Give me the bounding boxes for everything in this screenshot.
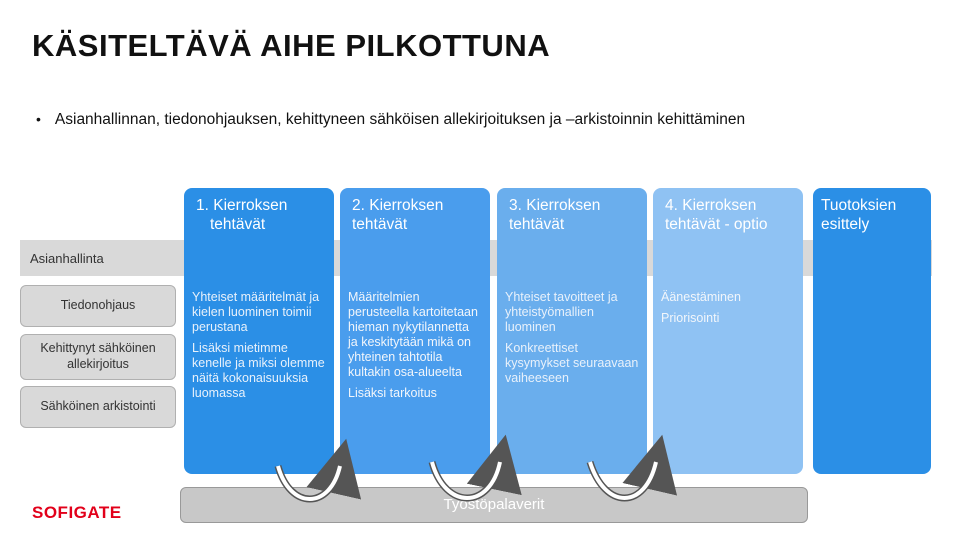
column-3-text-1: Yhteiset tavoitteet ja yhteistyömallien luominen [505, 290, 618, 334]
column-header-1-line2: tehtävät [210, 216, 266, 234]
column-3-text-2: Konkreettiset kysymykset seuraavaan vaiheeseen [505, 341, 639, 385]
workshop-label: Työstöpalaverit [443, 496, 545, 513]
column-header-3: 3. Kierroksen tehtävät [509, 197, 601, 234]
column-header-4: 4. Kierroksen tehtävät - optio [665, 197, 768, 234]
column-header-5: Tuotoksien esittely [821, 197, 897, 234]
arrow-icon-1 [278, 466, 340, 499]
bullet-marker: • [36, 111, 41, 127]
row-label-tiedonohjaus: Tiedonohjaus [60, 298, 136, 313]
row-label-allekirjoitus: Kehittynyt sähköinen allekirjoitus [40, 341, 156, 371]
column-4-text-1: Äänestäminen [661, 290, 741, 304]
arrow-icon-2 [432, 462, 500, 498]
column-1-text-1: Yhteiset määritelmät ja kielen luominen toimii perustana [192, 290, 320, 334]
column-2-text-2: Lisäksi tarkoitus [348, 386, 437, 400]
column-header-1-number: 1. [196, 197, 209, 214]
row-label-arkistointi: Sähköinen arkistointi [40, 399, 156, 414]
column-1-text-2: Lisäksi mietimme kenelle ja miksi olemme näitä kokonaisuuksia luomassa [192, 341, 325, 400]
column-header-2: 2. Kierroksen tehtävät [352, 197, 444, 234]
column-2-text-1: Määritelmien perusteella kartoitetaan hieman nykytilannetta ja keskitytään mikä on yhteinen tahtotila kultakin osa-alueelta [348, 290, 478, 379]
sofigate-logo: SOFIGATE [32, 503, 122, 522]
column-header-1-line1: Kierroksen [213, 197, 288, 214]
column-4-text-2: Priorisointi [661, 311, 720, 325]
page-title: KÄSITELTÄVÄ AIHE PILKOTTUNA [32, 28, 551, 63]
bullet-text: Asianhallinnan, tiedonohjauksen, kehittyneen sähköisen allekirjoituksen ja –arkistoinnin kehittäminen [54, 111, 746, 128]
row-label-asianhallinta: Asianhallinta [30, 251, 104, 266]
